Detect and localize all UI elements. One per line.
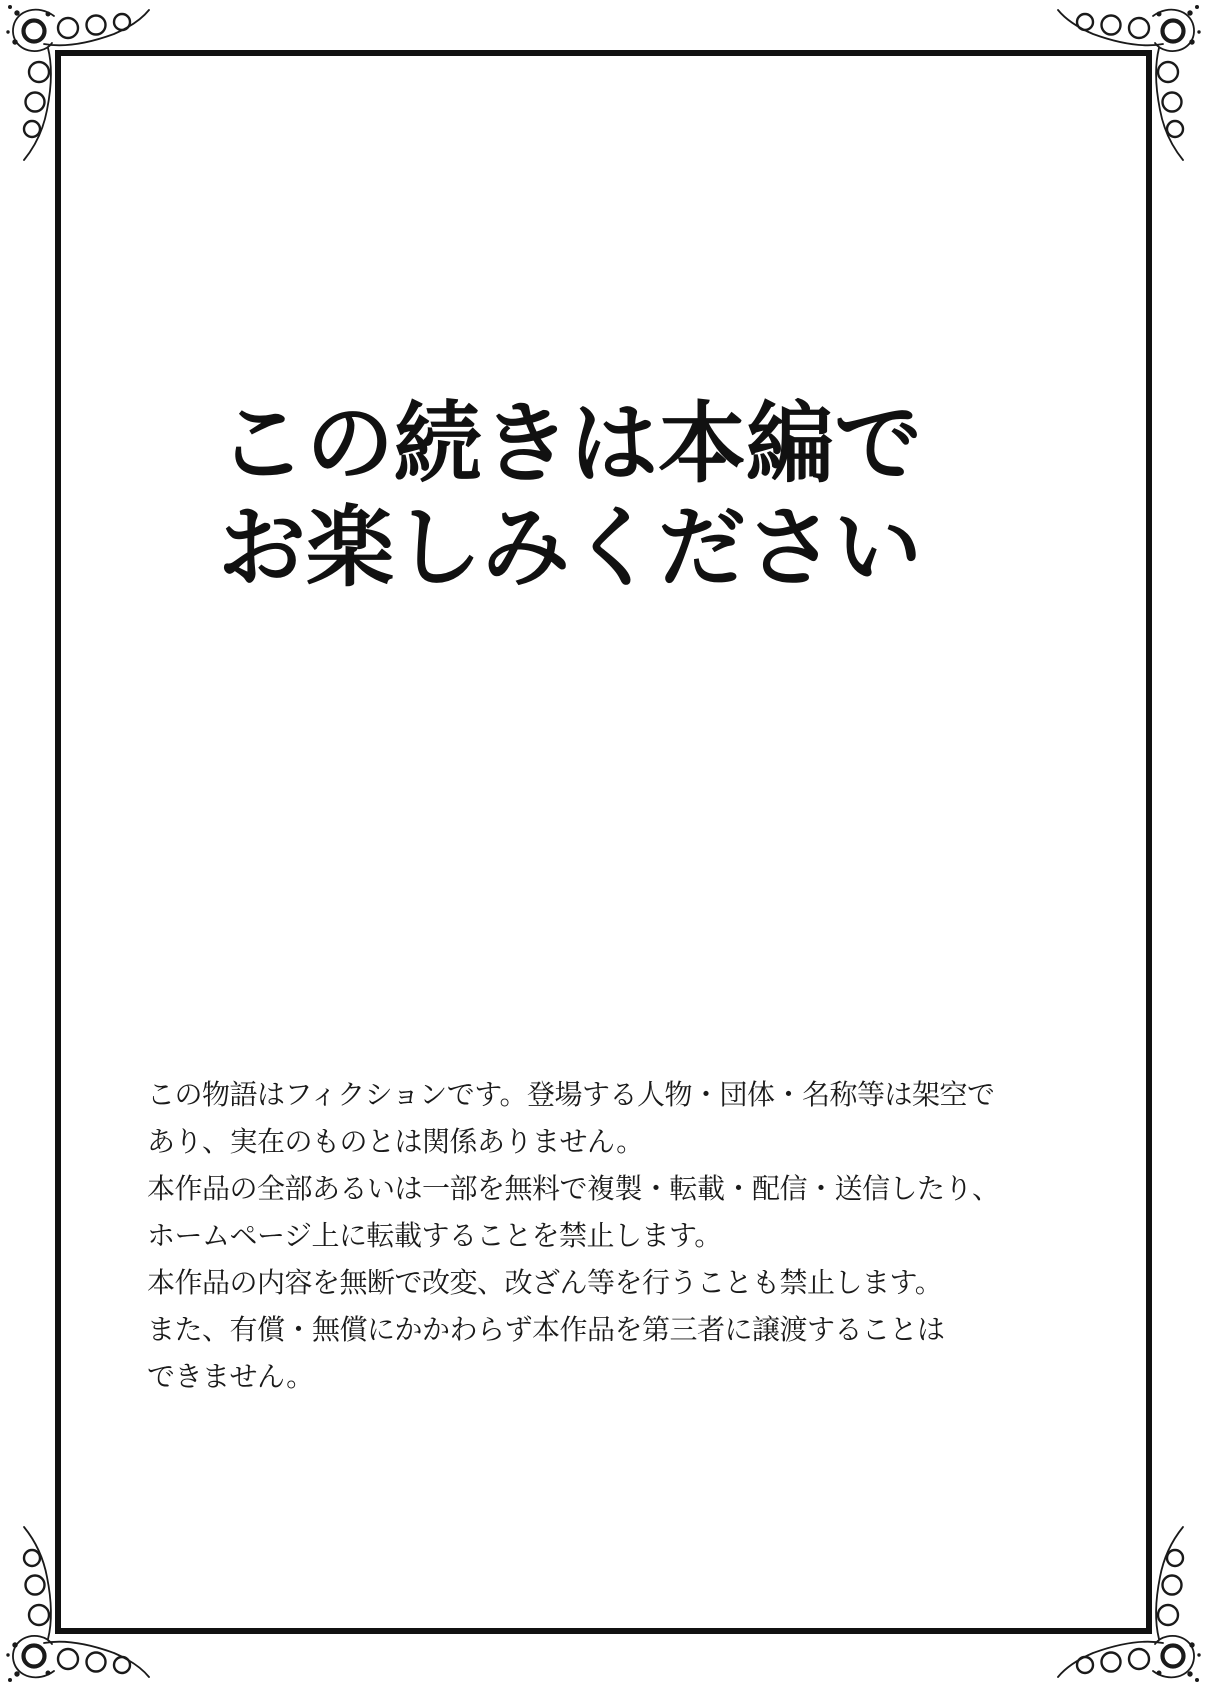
disclaimer-line: 本作品の全部あるいは一部を無料で複製・転載・配信・送信したり、 (147, 1173, 1000, 1204)
page-title (218, 392, 922, 600)
border-frame (55, 50, 1152, 1634)
page-title-line-1: この続きは本編で (218, 394, 923, 493)
disclaimer-line: 本作品の内容を無断で改変、改ざん等を行うことも禁止します。 (147, 1267, 943, 1298)
disclaimer-line: また、有償・無償にかかわらず本作品を第三者に譲渡することは (147, 1314, 945, 1345)
disclaimer-line: この物語はフィクションです。登場する人物・団体・名称等は架空で (147, 1079, 995, 1110)
disclaimer-line: あり、実在のものとは関係ありません。 (147, 1126, 644, 1157)
page-title-line-2: お楽しみください (218, 498, 923, 597)
disclaimer-line: ホームページ上に転載することを禁止します。 (147, 1220, 722, 1251)
disclaimer-text (147, 1071, 1000, 1400)
disclaimer-line: できません。 (147, 1361, 314, 1392)
